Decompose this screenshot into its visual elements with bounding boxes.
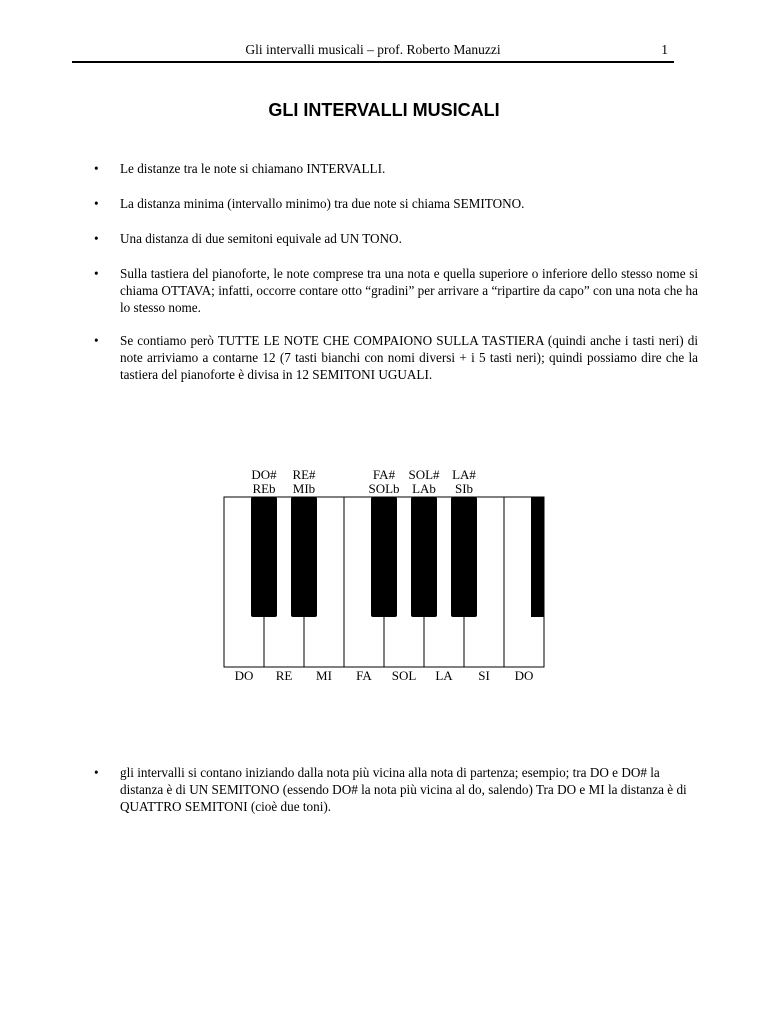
bullet-text: Le distanze tra le note si chiamano INTERVALLI. [120,161,386,176]
bullet-text: Sulla tastiera del pianoforte, le note comprese tra una nota e quella superiore o inferiore dello stesso nome si chiama OTTAVA; infatti, occorre contare otto “gradini” per arrivare a “ripartire da capo” con una nota che ha lo stesso nome. [120,266,698,315]
white-key-label: SOL [391,668,417,683]
bullet-text: Se contiamo però TUTTE LE NOTE CHE COMPAIONO SULLA TASTIERA (quindi anche i tasti neri) di note arriviamo a contarne 12 (7 tasti bianchi con nomi diversi + i 5 tasti neri); quindi possiamo dire che la tastiera del pianoforte è divisa in 12 SEMITONI UGUALI. [120,333,698,382]
bullet-item [94,160,385,177]
black-key [251,497,277,617]
white-key-label: DO [514,668,534,683]
black-key-sharp-label: SOL# [408,467,440,482]
black-key [371,497,397,617]
white-key-label: MI [316,668,332,683]
black-key-flat-label: REb [252,481,276,496]
bullet-item [94,230,402,247]
header-title: Gli intervalli musicali – prof. Roberto Manuzzi [245,42,501,57]
bullet-item [94,764,698,815]
white-key-label: DO [234,668,254,683]
black-key-sharp-label: DO# [251,467,277,482]
black-key-sharp-label: LA# [452,467,476,482]
black-key-sharp-label: RE# [292,467,316,482]
page-number: 1 [661,42,668,57]
document-title: GLI INTERVALLI MUSICALI [268,100,500,120]
white-key-label: LA [435,668,453,683]
white-key-label: RE [275,668,293,683]
white-key-label: FA [356,668,372,683]
bullet-item [94,332,698,383]
black-key-partial [531,497,544,617]
black-key-flat-label: SOLb [368,481,400,496]
black-key [291,497,317,617]
bullet-item [94,195,524,212]
bullet-dot: • [94,196,99,211]
black-key [411,497,437,617]
header-rule [72,61,674,63]
black-key-sharp-label: FA# [372,467,396,482]
page-header [72,42,674,62]
bullet-text: La distanza minima (intervallo minimo) tra due note si chiama SEMITONO. [120,196,525,211]
bullet-dot: • [94,231,99,246]
black-key-flat-label: MIb [292,481,316,496]
black-key [451,497,477,617]
bullet-dot: • [94,266,99,281]
bullet-text: gli intervalli si contano iniziando dalla nota più vicina alla nota di partenza; esempio; tra DO e DO# la distanza è di UN SEMITONO (essendo DO# la nota più vicina al do, salendo) Tra DO e MI la distanza è di QUATTRO SEMITONI (cioè due toni). [120,765,687,814]
bullet-dot: • [94,333,99,348]
black-key-flat-label: SIb [454,481,474,496]
black-key-flat-label: LAb [412,481,436,496]
white-key-label: SI [478,668,490,683]
bullet-dot: • [94,161,99,176]
piano-keyboard-diagram [216,460,556,690]
bullet-item [94,265,698,316]
bullet-dot: • [94,765,99,780]
bullet-text: Una distanza di due semitoni equivale ad UN TONO. [120,231,402,246]
